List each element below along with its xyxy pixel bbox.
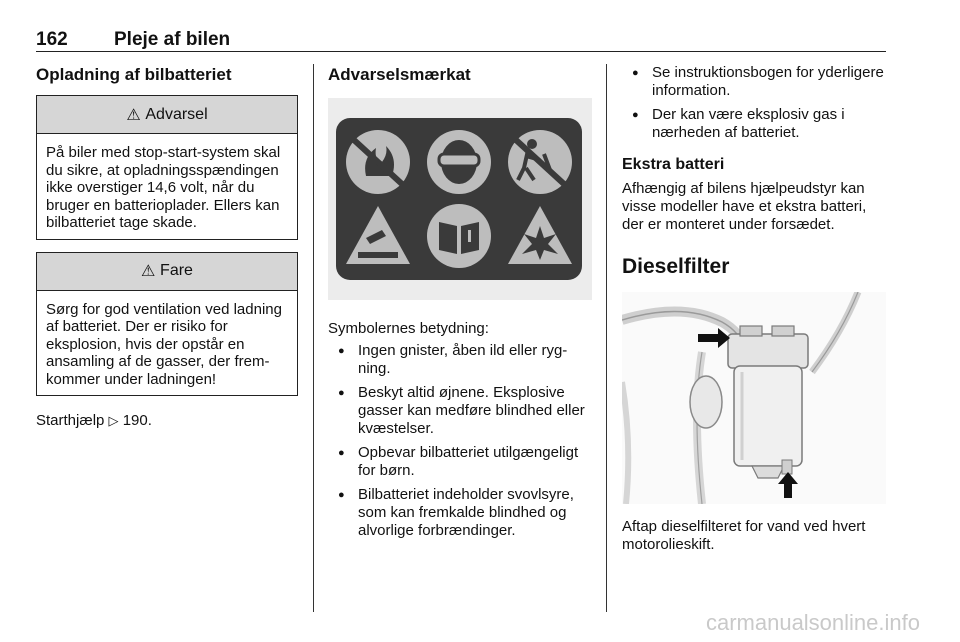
acid-burn-icon: [346, 206, 410, 264]
warning-label-image: [328, 98, 592, 300]
warning-box-header: [37, 96, 297, 134]
crossref-page: 190.: [122, 412, 152, 429]
section-heading: Opladning af bilbatteriet: [36, 65, 232, 84]
warning-label-plate: [336, 118, 582, 280]
section-heading: Dieselfilter: [622, 255, 730, 278]
explosion-icon: [508, 206, 572, 264]
diesel-caption: Aftap dieselfilteret for vand ved hvert motorolieskift.: [622, 518, 866, 553]
eye-protection-icon: [427, 130, 491, 194]
read-manual-icon: [427, 204, 491, 268]
warning-box-text: På biler med stop-start-system skal du sikre, at opladningsspændingen ikke overstiger 14,6 volt, når du bruger en batterioplader. Ellers kan bilbatteriet tage skade.: [46, 144, 281, 231]
danger-box-text: Sørg for god ventilation ved ladning af batteriet. Der er risiko for eksplosion, hvis der opstår en ansamling af de gasser, der fremkommer under ladningen!: [46, 300, 282, 388]
list-item: ● Opbevar bilbatteriet utilgængeligt for børn.: [328, 444, 592, 480]
column-2: [328, 64, 592, 540]
list-item: ● Ingen gnister, åben ild eller rygning.: [328, 342, 592, 378]
column-3: [622, 64, 886, 554]
section-heading: Advarselsmærkat: [328, 65, 471, 84]
symbols-title: Symbolernes betydning:: [328, 320, 489, 337]
warning-box: [36, 95, 298, 240]
column-divider: [313, 64, 314, 612]
list-item: ● Der kan være eksplosiv gas i nærheden af batteriet.: [622, 106, 886, 142]
warning-triangle-icon: ⚠: [141, 263, 156, 280]
column-divider: [606, 64, 607, 612]
arrow-right-icon: [698, 328, 730, 348]
watermark: carmanualsonline.info: [705, 610, 920, 635]
keep-children-away-icon: [508, 130, 572, 194]
column-1: [36, 64, 298, 430]
diesel-filter-drawing: [622, 292, 886, 504]
symbols-list: [328, 342, 592, 540]
list-item: ● Se instruktionsbogen for yderligere information.: [622, 64, 886, 100]
list-item: ● Bilbatteriet indeholder svovlsyre, som kan fremkalde blindhed og alvorlige forbrændinger.: [328, 486, 592, 540]
section-heading: Ekstra batteri: [622, 156, 725, 173]
chapter-title: Pleje af bilen: [114, 29, 231, 50]
arrow-up-icon: [778, 472, 798, 498]
page-header: [36, 28, 886, 52]
diesel-filter-image: [622, 292, 886, 504]
warning-symbols: [336, 118, 582, 280]
warning-box-title: Advarsel: [145, 105, 208, 123]
warning-triangle-icon: ⚠: [126, 106, 141, 124]
list-item: ● Beskyt altid øjnene. Eksplosive gasser kan medføre blindhed eller kvæstelser.: [328, 384, 592, 438]
danger-box-title: Fare: [160, 262, 193, 279]
symbols-list-continued: [622, 64, 886, 142]
arrow-right-icon: ▷: [108, 413, 119, 428]
crossref-text: Starthjælp: [36, 412, 105, 429]
crossref[interactable]: [36, 412, 298, 430]
danger-box-header: [37, 253, 297, 291]
extra-battery-text: Afhængig af bilens hjælpeudstyr kan visse modeller have et ekstra batteri, der er monteret under forsædet.: [622, 180, 867, 233]
page-number: 162: [36, 29, 68, 50]
no-fire-icon: [346, 130, 410, 194]
danger-box: [36, 252, 298, 397]
